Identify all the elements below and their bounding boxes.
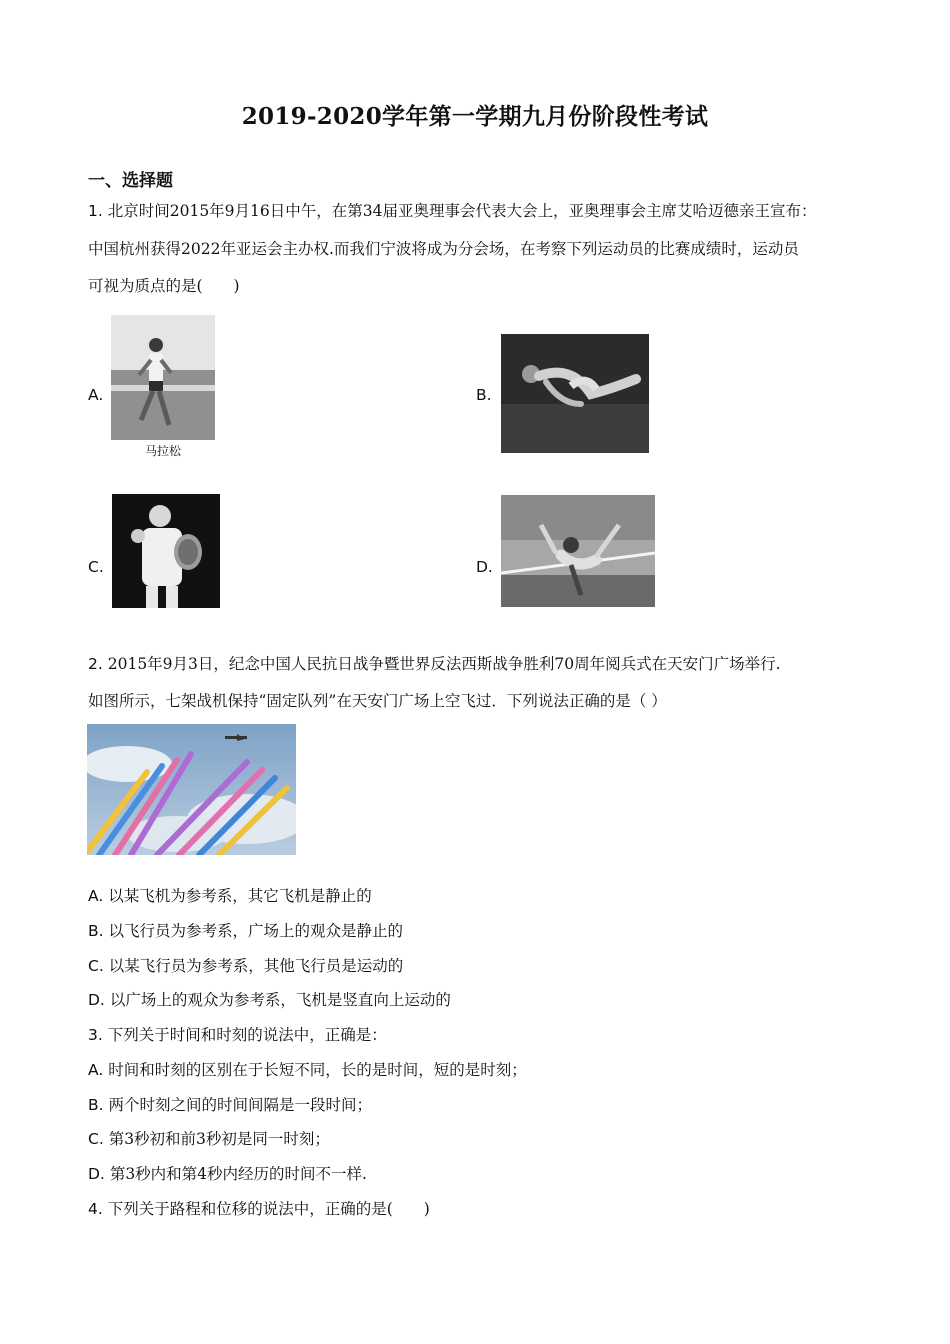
q1-option-d-label[interactable]: D. — [476, 558, 493, 576]
q4-number: 4. — [88, 1200, 103, 1218]
diver-photo — [501, 334, 649, 453]
q1-option-c-label[interactable]: C. — [88, 558, 104, 576]
q1-option-b-label[interactable]: B. — [476, 386, 492, 404]
q2-option-b[interactable]: B. 以飞行员为参考系，广场上的观众是静止的 — [88, 922, 404, 940]
q3-option-b[interactable]: B. 两个时刻之间的时间间隔是一段时间； — [88, 1096, 373, 1114]
q1-number: 1. — [88, 202, 103, 220]
q3-stem: 3. 下列关于时间和时刻的说法中，正确是： — [88, 1026, 387, 1044]
q1-option-a-label[interactable]: A. — [88, 386, 104, 404]
q2-option-d[interactable]: D. 以广场上的观众为参考系，飞机是竖直向上运动的 — [88, 991, 451, 1009]
q4-stem: 4. 下列关于路程和位移的说法中，正确的是( ) — [88, 1200, 430, 1218]
q1-line-2: 中国杭州获得2022年亚运会主办权.而我们宁波将成为分会场，在考察下列运动员的比赛成绩时，运动员 — [88, 240, 799, 258]
gymnast-photo — [501, 495, 655, 607]
page-title: 2019-2020学年第一学期九月份阶段性考试 — [241, 103, 709, 130]
q2-number: 2. — [88, 655, 103, 673]
q3-option-d[interactable]: D. 第3秒内和第4秒内经历的时间不一样. — [88, 1165, 367, 1183]
q2-line-2: 如图所示，七架战机保持“固定队列”在天安门广场上空飞过．下列说法正确的是（ ） — [88, 692, 667, 710]
q2-option-c[interactable]: C. 以某飞行员为参考系，其他飞行员是运动的 — [88, 957, 404, 975]
q2-line-1: 2. 2015年9月3日，纪念中国人民抗日战争暨世界反法西斯战争胜利70周年阅兵式在天安门广场举行. — [88, 655, 781, 673]
q3-option-c[interactable]: C. 第3秒初和前3秒初是同一时刻； — [88, 1130, 330, 1148]
q3-number: 3. — [88, 1026, 103, 1044]
q3-option-a[interactable]: A. 时间和时刻的区别在于长短不同，长的是时间，短的是时刻； — [88, 1061, 527, 1079]
q1-option-a-caption: 马拉松 — [144, 444, 181, 458]
q2-option-a[interactable]: A. 以某飞机为参考系，其它飞机是静止的 — [88, 887, 372, 905]
fencer-photo — [112, 494, 220, 608]
q1-line-1: 1. 北京时间2015年9月16日中午，在第34届亚奥理事会代表大会上，亚奥理事会主席艾哈迈德亲王宣布： — [88, 202, 817, 220]
q1-line-3: 可视为质点的是( ) — [88, 277, 240, 295]
marathon-runner-photo — [111, 315, 215, 457]
jet-formation-photo — [87, 724, 296, 855]
section-heading: 一、选择题 — [88, 171, 173, 191]
